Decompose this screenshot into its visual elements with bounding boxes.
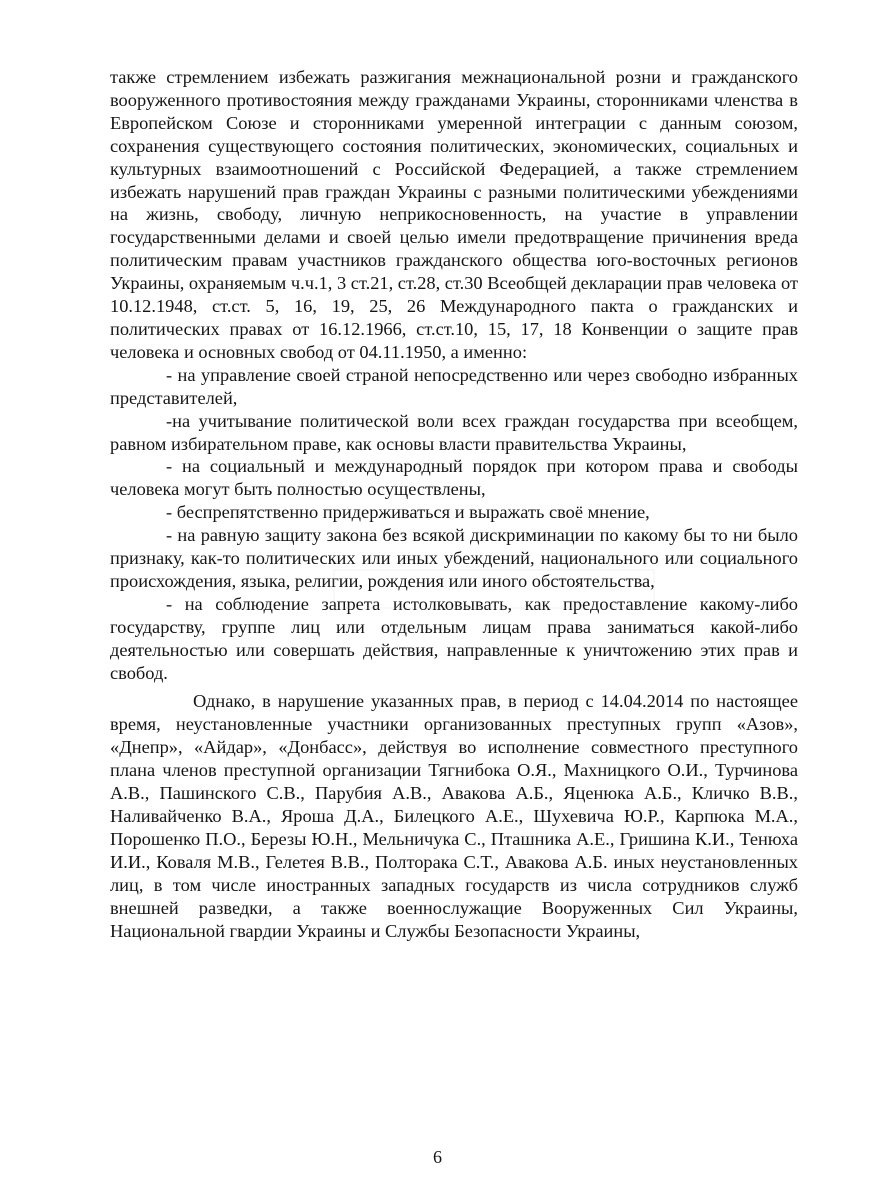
document-body bbox=[110, 66, 798, 942]
paragraph-violation: Однако, в нарушение указанных прав, в период с 14.04.2014 по настоящее время, неустановленные участники организованных преступных групп «Азов», «Днепр», «Айдар», «Донбасс», действуя во исполнение совместного преступного плана членов преступной организации Тягнибока О.Я., Махницкого О.И., Турчинова А.В., Пашинского С.В., Парубия А.В., Авакова А.Б., Яценюка А.Б., Кличко В.В., Наливайченко В.А., Яроша Д.А., Билецкого А.Е., Шухевича Ю.Р., Карпюка М.А., Порошенко П.О., Березы Ю.Н., Мельничука С., Пташника А.Е., Гришина К.И., Тенюха И.И., Коваля М.В., Гелетея В.В., Полторака С.Т., Авакова А.Б. иных неустановленных лиц, в том числе иностранных западных государств из числа сотрудников служб внешней разведки, а также военнослужащие Вооруженных Сил Украины, Национальной гвардии Украины и Службы Безопасности Украины, bbox=[110, 691, 798, 941]
page-number: 6 bbox=[433, 1147, 442, 1167]
list-item-equal-protection: - на равную защиту закона без всякой дискриминации по какому бы то ни было признаку, как-то политических или иных убеждений, национального или социального происхождения, языка, религии, рождения или иного обстоятельства, bbox=[110, 525, 798, 591]
list-item-social-order: - на социальный и международный порядок при котором права и свободы человека могут быть полностью осуществлены, bbox=[110, 456, 798, 500]
list-item-governance: - на управление своей страной непосредственно или через свободно избранных представителей, bbox=[110, 364, 798, 408]
paragraph-intro: также стремлением избежать разжигания межнациональной розни и гражданского вооруженного противостояния между гражданами Украины, сторонниками членства в Европейском Союзе и сторонниками умеренной интеграции с данным союзом, сохранения существующего состояния политических, экономических, социальных и культурных взаимоотношений с Российской Федерацией, а также стремлением избежать нарушений прав граждан Украины с разными политическими убеждениями на жизнь, свободу, личную неприкосновенность, на участие в управлении государственными делами и своей целью имели предотвращение причинения вреда политическим правам участников гражданского общества юго-восточных регионов Украины, охраняемым ч.ч.1, 3 ст.21, ст.28, ст.30 Всеобщей декларации прав человека от 10.12.1948, ст.ст. 5, 16, 19, 25, 26 Международного пакта о гражданских и политических правах от 16.12.1966, ст.ст.10, 15, 17, 18 Конвенции о защите прав человека и основных свобод от 04.11.1950, а именно: bbox=[110, 67, 799, 362]
list-item-prohibition: - на соблюдение запрета истолковывать, как предоставление какому-либо государству, группе лиц или отдельным лицам права заниматься какой-либо деятельностью или совершать действия, направленные к уничтожению этих прав и свобод. bbox=[110, 593, 798, 683]
list-item-political-will: -на учитывание политической воли всех граждан государства при всеобщем, равном избирательном праве, как основы власти правительства Украины, bbox=[110, 410, 798, 454]
list-item-opinion: - беспрепятственно придерживаться и выражать своё мнение, bbox=[166, 502, 650, 523]
